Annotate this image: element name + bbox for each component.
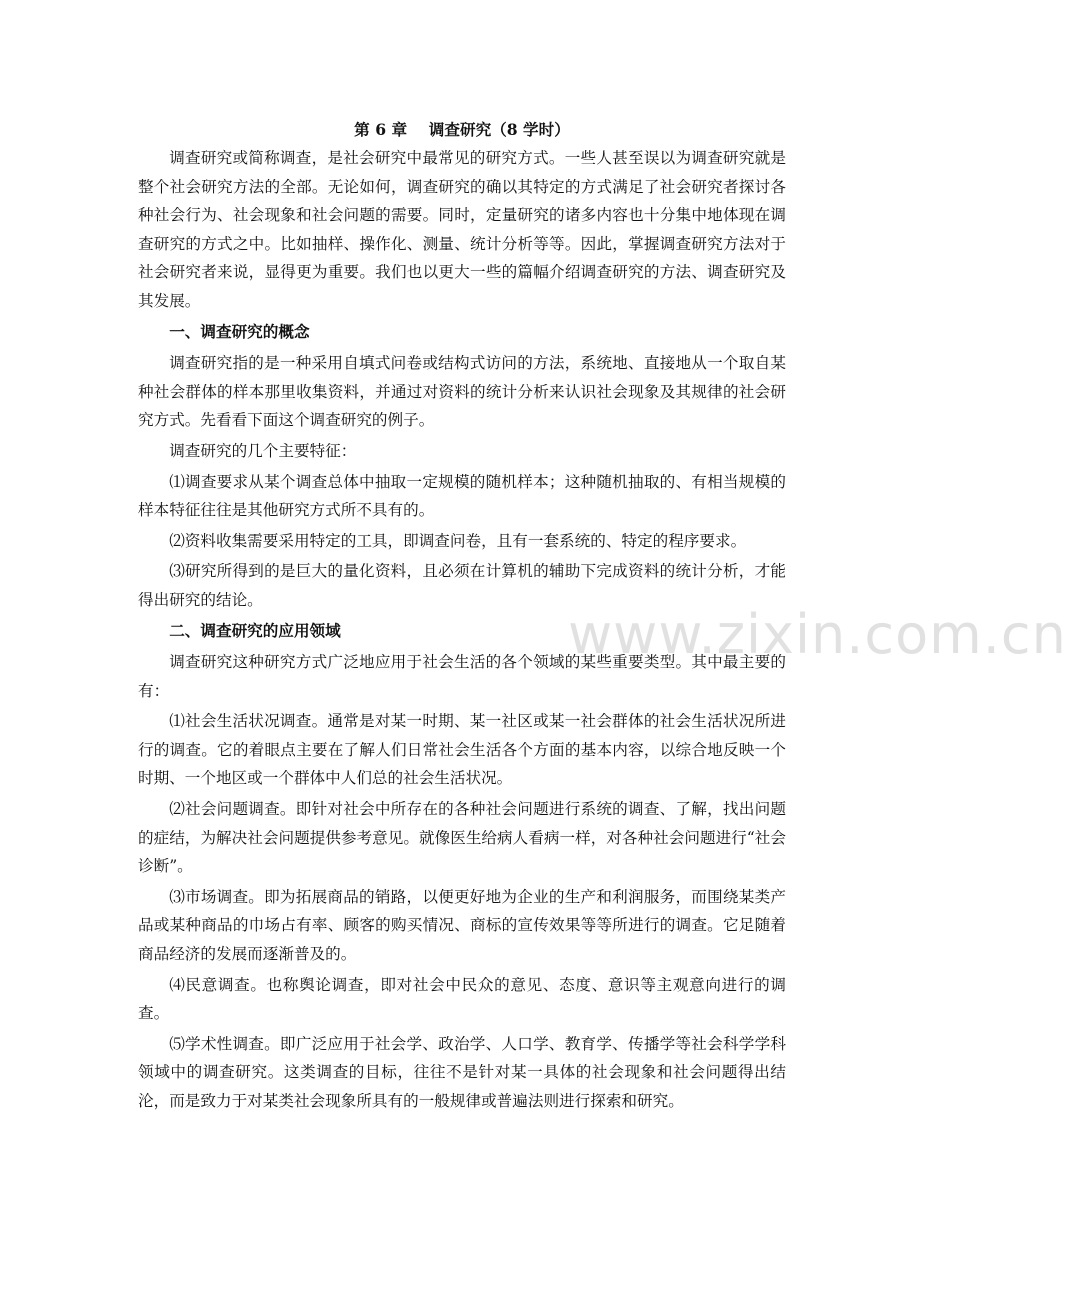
- application-item-3: ⑶市场调查。即为拓展商品的销路，以便更好地为企业的生产和利润服务，而围绕某类产品或某种商品的巾场占有率、顾客的购买情况、商标的宣传效果等等所进行的调查。它足随着商品经济的发展而逐渐普及的。: [138, 887, 786, 964]
- document-page: [138, 118, 786, 1116]
- section-heading-applications: 二、调查研究的应用领域: [169, 620, 341, 640]
- application-item-2: ⑵社会问题调查。即针对社会中所存在的各种社会问题进行系统的调查、了解，找出问题的症结，为解决社会问题提供参考意见。就像医生给病人看病一样，对各种社会问题进行“社会诊断”。: [138, 800, 786, 876]
- application-item-4: ⑷民意调查。也称舆论调查，即对社会中民众的意见、态度、意识等主观意向进行的调查。: [138, 975, 786, 1023]
- intro-paragraph: 调查研究或简称调查，是社会研究中最常见的研究方式。一些人甚至误以为调查研究就是整个社会研究方法的全部。无论如何，调查研究的确以其特定的方式满足了社会研究者探讨各种社会行为、社会现象和社会问题的需要。同时，定量研究的诸多内容也十分集中地体现在调查研究的方式之中。比如抽样、操作化、测量、统计分析等等。因此，掌握调查研究方法对于社会研究者来说，显得更为重要。我们也以更大一些的篇幅介绍调查研究的方法、调查研究及其发展。: [138, 149, 786, 310]
- chapter-title: 第 6 章 调查研究（8 学时）: [354, 120, 570, 139]
- feature-item-1: ⑴调查要求从某个调查总体中抽取一定规模的随机样本；这种随机抽取的、有相当规模的样本特征往往是其他研究方式所不具有的。: [138, 472, 786, 520]
- applications-paragraph: 调查研究这种研究方式广泛地应用于社会生活的各个领域的某些重要类型。其中最主要的有：: [138, 653, 786, 700]
- section-heading-concept: 一、调查研究的概念: [169, 321, 310, 341]
- feature-item-2: ⑵资料收集需要采用特定的工具，即调查问卷，且有一套系统的、特定的程序要求。: [169, 531, 747, 550]
- features-intro: 调查研究的几个主要特征：: [169, 441, 357, 460]
- application-item-1: ⑴社会生活状况调查。通常是对某一时期、某一社区或某一社会群体的社会生活状况所进行的调查。它的着眼点主要在了解人们日常社会生活各个方面的基本内容，以综合地反映一个时期、一个地区或一个群体中人们总的社会生活状况。: [138, 712, 786, 788]
- concept-paragraph: 调查研究指的是一种采用自填式问卷或结构式访问的方法，系统地、直接地从一个取自某种社会群体的样本那里收集资料，并通过对资料的统计分析来认识社会现象及其规律的社会研究方式。先看看下面这个调查研究的例子。: [138, 354, 786, 430]
- watermark: www.zixin.com.cn: [568, 603, 1067, 666]
- feature-item-3: ⑶研究所得到的是巨大的量化资料，且必须在计算机的辅助下完成资料的统计分析，才能得出研究的结论。: [138, 562, 786, 609]
- application-item-5: ⑸学术性调查。即广泛应用于社会学、政治学、人口学、教育学、传播学等社会科学学科领域中的调查研究。这类调查的目标，往往不是针对某一具体的社会现象和社会问题得出结沦，而是致力于对某类社会现象所具有的一般规律或普遍法则进行探索和研究。: [138, 1034, 786, 1110]
